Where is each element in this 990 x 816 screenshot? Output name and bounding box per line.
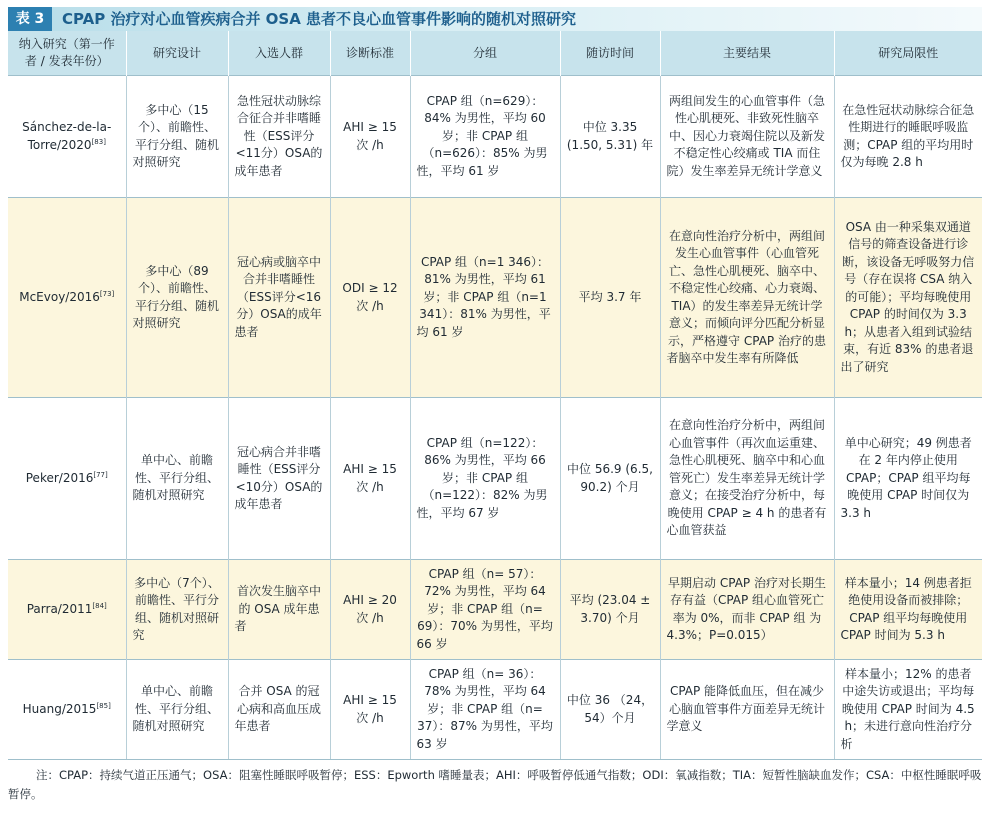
cell-criteria: ODI ≥ 12 次 /h <box>330 198 410 398</box>
study-name: McEvoy/2016 <box>19 289 100 304</box>
header-criteria: 诊断标准 <box>330 31 410 76</box>
cell-groups: CPAP 组（n= 57）：72% 为男性，平均 64 岁；非 CPAP 组（n= 69）：70% 为男性，平均 66 岁 <box>410 560 560 660</box>
header-groups: 分组 <box>410 31 560 76</box>
cell-followup: 平均 (23.04 ± 3.70) 个月 <box>560 560 660 660</box>
cell-population: 冠心病或脑卒中合并非嗜睡性（ESS评分<16分）OSA的成年患者 <box>228 198 330 398</box>
reference-mark: [77] <box>93 470 108 479</box>
cell-population: 合并 OSA 的冠心病和高血压成年患者 <box>228 660 330 760</box>
cell-followup: 中位 3.35 (1.50, 5.31) 年 <box>560 76 660 198</box>
header-followup: 随访时间 <box>560 31 660 76</box>
cell-followup: 平均 3.7 年 <box>560 198 660 398</box>
cell-study <box>8 398 126 560</box>
reference-mark: [83] <box>91 137 106 146</box>
cell-results: 早期启动 CPAP 治疗对长期生存有益（CPAP 组心血管死亡率为 0%，而非 CPAP 组 为 4.3%；P=0.015） <box>660 560 834 660</box>
cell-study <box>8 198 126 398</box>
header-results: 主要结果 <box>660 31 834 76</box>
cell-population: 冠心病合并非嗜睡性（ESS评分<10分）OSA的成年患者 <box>228 398 330 560</box>
table-row <box>8 660 982 760</box>
header-design: 研究设计 <box>126 31 228 76</box>
cell-design: 多中心（7个）、前瞻性、平行分组、随机对照研究 <box>126 560 228 660</box>
rct-table <box>8 31 982 760</box>
table-title-bar <box>8 7 982 31</box>
header-study: 纳入研究（第一作者 / 发表年份） <box>8 31 126 76</box>
cell-limitations: 单中心研究；49 例患者在 2 年内停止使用 CPAP；CPAP 组平均每晚使用 CPAP 时间仅为 3.3 h <box>834 398 982 560</box>
cell-design: 多中心（89个）、前瞻性、平行分组、随机对照研究 <box>126 198 228 398</box>
table-row <box>8 560 982 660</box>
cell-results: 两组间发生的心血管事件（急性心肌梗死、非致死性脑卒中、因心力衰竭住院以及新发不稳定性心绞痛或 TIA 而住院）发生率差异无统计学意义 <box>660 76 834 198</box>
header-population: 入选人群 <box>228 31 330 76</box>
table-title: CPAP 治疗对心血管疾病合并 OSA 患者不良心血管事件影响的随机对照研究 <box>62 10 577 28</box>
study-name: Peker/2016 <box>25 470 94 485</box>
cell-criteria: AHI ≥ 15 次 /h <box>330 660 410 760</box>
cell-results: CPAP 能降低血压，但在减少心脑血管事件方面差异无统计学意义 <box>660 660 834 760</box>
cell-criteria: AHI ≥ 20 次 /h <box>330 560 410 660</box>
cell-criteria: AHI ≥ 15 次 /h <box>330 76 410 198</box>
cell-groups: CPAP 组（n=1 346）：81% 为男性，平均 61 岁；非 CPAP 组（n=1 341）：81% 为男性，平均 61 岁 <box>410 198 560 398</box>
cell-results: 在意向性治疗分析中，两组间心血管事件（再次血运重建、急性心肌梗死、脑卒中和心血管死亡）发生率差异无统计学意义；在接受治疗分析中，每晚使用 CPAP ≥ 4 h 的患者有心血管获益 <box>660 398 834 560</box>
cell-limitations: 在急性冠状动脉综合征急性期进行的睡眠呼吸监测；CPAP 组的平均用时仅为每晚 2.8 h <box>834 76 982 198</box>
cell-design: 多中心（15个）、前瞻性、平行分组、随机对照研究 <box>126 76 228 198</box>
table-row <box>8 76 982 198</box>
cell-population: 急性冠状动脉综合征合并非嗜睡性（ESS评分<11分）OSA的成年患者 <box>228 76 330 198</box>
cell-design: 单中心、前瞻性、平行分组、随机对照研究 <box>126 398 228 560</box>
cell-design: 单中心、前瞻性、平行分组、随机对照研究 <box>126 660 228 760</box>
cell-population: 首次发生脑卒中的 OSA 成年患者 <box>228 560 330 660</box>
cell-followup: 中位 36 （24，54）个月 <box>560 660 660 760</box>
cell-study <box>8 660 126 760</box>
reference-mark: [85] <box>96 701 111 710</box>
cell-study <box>8 76 126 198</box>
cell-limitations: OSA 由一种采集双通道信号的筛查设备进行诊断，该设备无呼吸努力信号（存在误将 CSA 纳入的可能）；平均每晚使用 CPAP 的时间仅为 3.3 h；从患者入组到试验结束，有近 83% 的患者退出了研究 <box>834 198 982 398</box>
cell-groups: CPAP 组（n=629）：84% 为男性，平均 60 岁；非 CPAP 组（n=626）：85% 为男性，平均 61 岁 <box>410 76 560 198</box>
study-name: Sánchez-de-la-Torre/2020 <box>22 120 112 152</box>
table-footnote: 注：CPAP：持续气道正压通气；OSA：阻塞性睡眠呼吸暂停；ESS：Epworth 嗜睡量表；AHI：呼吸暂停低通气指数；ODI：氧减指数；TIA：短暂性脑缺血发作；CSA：中枢性睡眠呼吸暂停。 <box>8 768 982 801</box>
table-row <box>8 198 982 398</box>
cell-groups: CPAP 组（n=122）：86% 为男性，平均 66 岁；非 CPAP 组（n=122）：82% 为男性，平均 67 岁 <box>410 398 560 560</box>
table-row <box>8 398 982 560</box>
cell-study <box>8 560 126 660</box>
reference-mark: [73] <box>99 289 115 298</box>
header-row <box>8 31 982 76</box>
cell-groups: CPAP 组（n= 36）：78% 为男性，平均 64 岁；非 CPAP 组（n= 37）：87% 为男性，平均 63 岁 <box>410 660 560 760</box>
study-name: Huang/2015 <box>22 701 97 716</box>
cell-criteria: AHI ≥ 15 次 /h <box>330 398 410 560</box>
cell-limitations: 样本量小；12% 的患者中途失访或退出；平均每晚使用 CPAP 时间为 4.5 h；未进行意向性治疗分析 <box>834 660 982 760</box>
header-limitations: 研究局限性 <box>834 31 982 76</box>
table-number-badge: 表 3 <box>8 7 52 31</box>
cell-followup: 中位 56.9 (6.5, 90.2) 个月 <box>560 398 660 560</box>
cell-results: 在意向性治疗分析中，两组间发生心血管事件（心血管死亡、急性心肌梗死、脑卒中、不稳定性心绞痛、心力衰竭、TIA）的发生率差异无统计学意义；而倾向评分匹配分析显示，严格遵守 CPAP 治疗的患者脑卒中发生率有所降低 <box>660 198 834 398</box>
reference-mark: [84] <box>92 601 107 610</box>
cell-limitations: 样本量小；14 例患者拒绝使用设备而被排除；CPAP 组平均每晚使用 CPAP 时间为 5.3 h <box>834 560 982 660</box>
study-name: Parra/2011 <box>26 601 93 616</box>
